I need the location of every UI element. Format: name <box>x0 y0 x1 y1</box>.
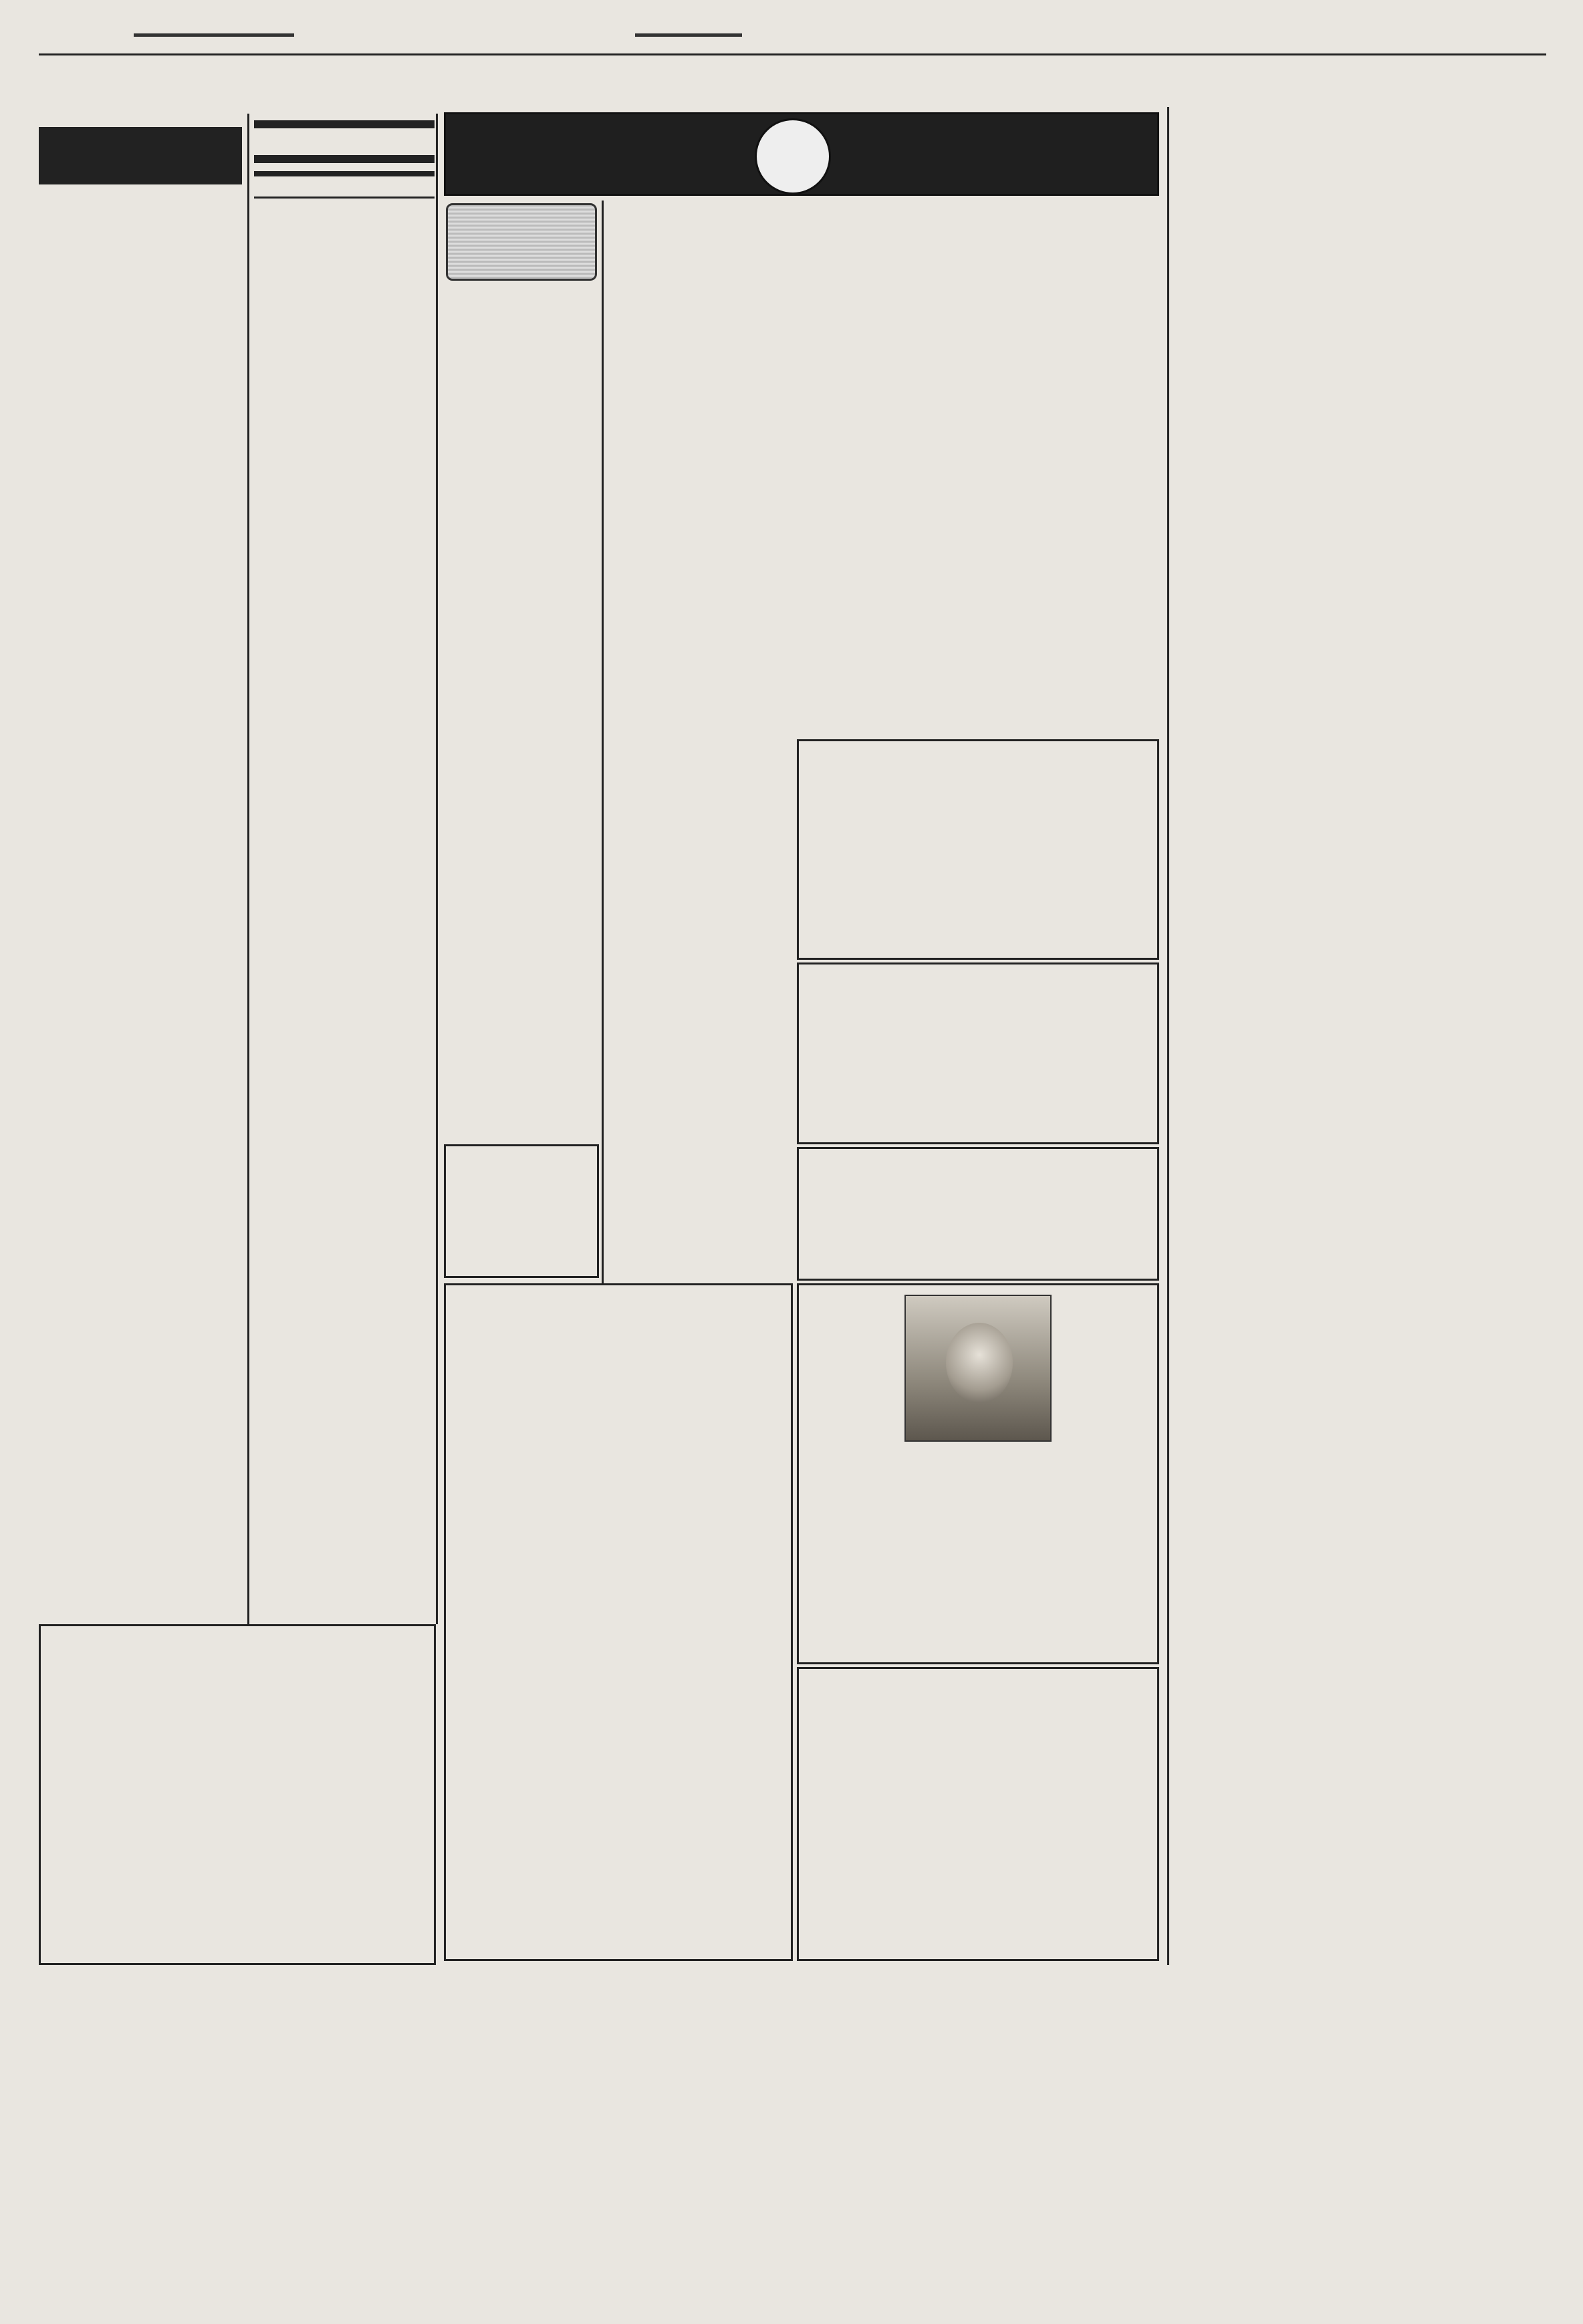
eyxaristirio-1 <box>797 962 1159 1144</box>
kinimatografoi-header <box>254 120 435 128</box>
article <box>608 199 1159 727</box>
article-columns <box>608 340 1159 727</box>
divider-right <box>1167 107 1169 1965</box>
article-text-2 <box>749 340 880 727</box>
koinonika-title <box>39 127 242 184</box>
koinonika-column <box>39 127 242 1618</box>
mnimosyno-rousaki <box>797 1667 1159 1961</box>
divider-col1 <box>247 114 249 1624</box>
kastrino-seal <box>755 118 831 195</box>
kastrino-banner <box>444 112 1159 196</box>
tv-illustration <box>446 203 597 281</box>
masthead-rule <box>39 53 1546 55</box>
tv-column <box>444 199 599 1128</box>
cinema-ads <box>444 1283 793 1961</box>
mk-photo <box>904 1295 1052 1442</box>
gamoi-header <box>254 171 435 176</box>
patris-print-box <box>444 1144 599 1278</box>
patinaz-ad <box>797 739 1159 960</box>
farmakeia-header <box>254 155 435 163</box>
divider-col2 <box>436 114 438 1624</box>
iatros-rule <box>254 197 435 199</box>
mk-photo-face <box>946 1323 1013 1403</box>
article-text-4 <box>1029 340 1160 727</box>
article-text-3 <box>888 340 1019 727</box>
memorials-column <box>1174 107 1526 1965</box>
divider-tv <box>602 201 604 1283</box>
masthead-rule-mid <box>635 33 742 37</box>
listings-column <box>254 120 435 1624</box>
article-col-1 <box>608 340 739 727</box>
paixnidoupoli-ad <box>185 1972 1526 2252</box>
masthead-rule-left <box>134 33 294 37</box>
mnimosyno-kampouroglou <box>797 1283 1159 1664</box>
cars-ad <box>39 1624 436 1965</box>
eyxaristirio-2 <box>797 1147 1159 1281</box>
